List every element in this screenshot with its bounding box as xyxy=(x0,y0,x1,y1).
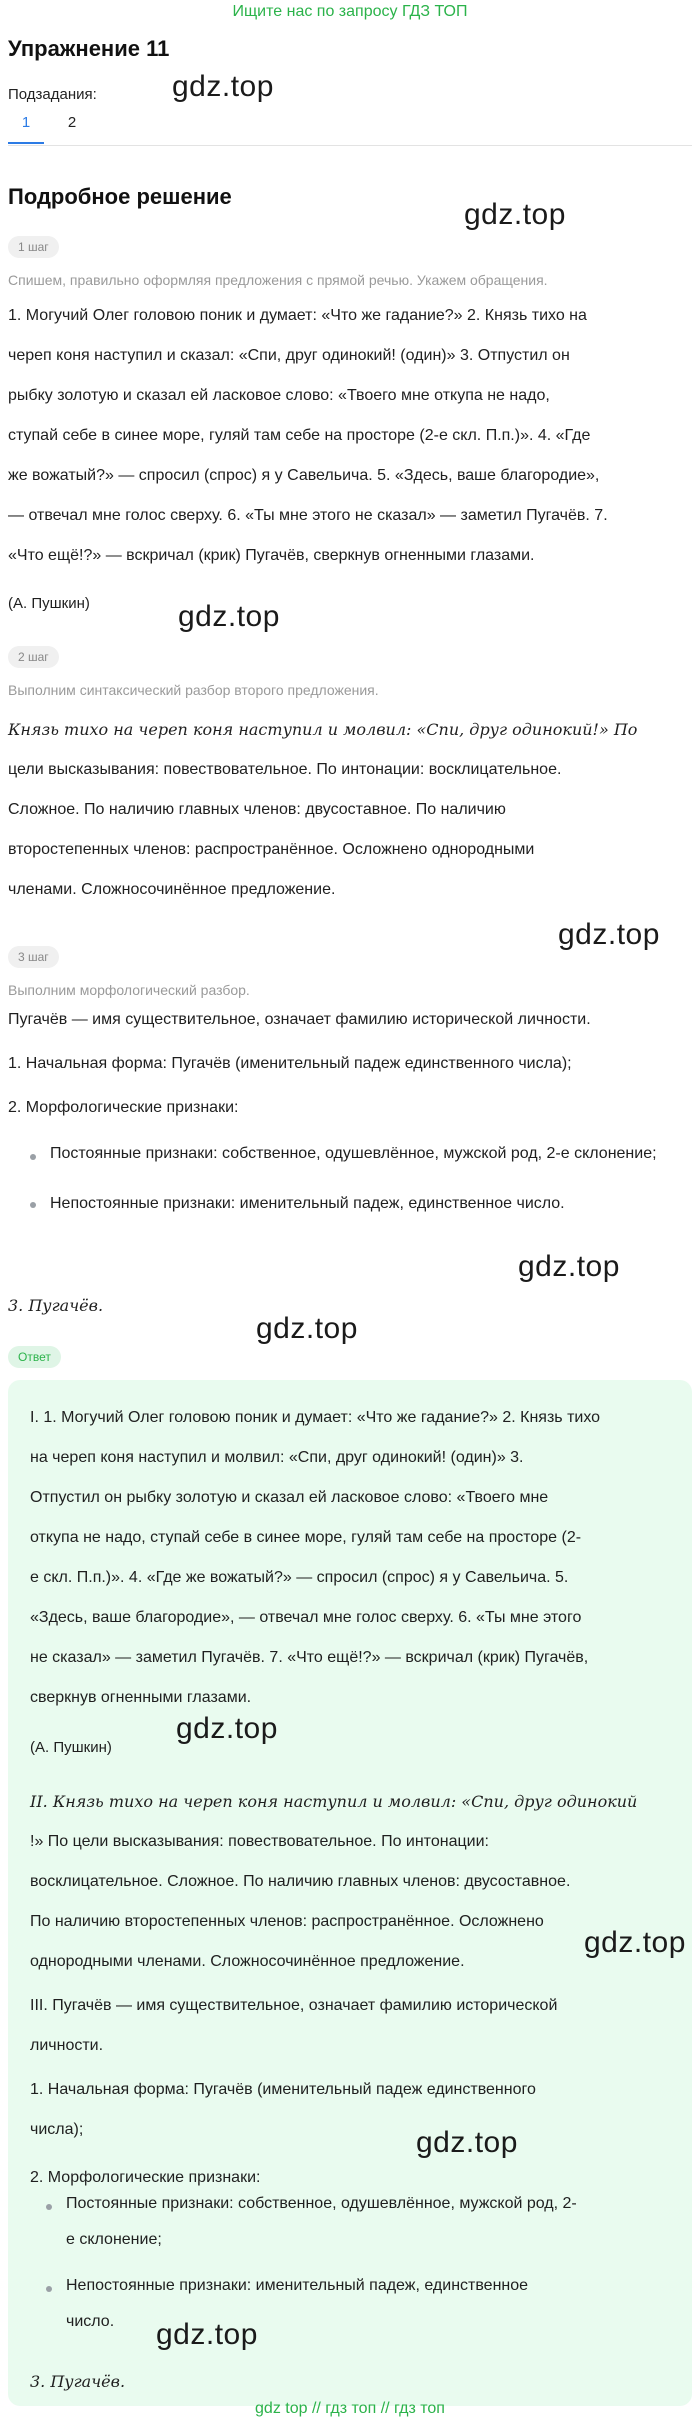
promo-banner[interactable] xyxy=(0,0,700,24)
step3-bullets xyxy=(30,1136,670,1224)
footer-links[interactable]: gdz top // гдз топ // гдз топ xyxy=(255,2400,445,2417)
watermark: gdz.top xyxy=(178,600,280,633)
answer-bullets xyxy=(46,2186,666,2340)
answer-part1 xyxy=(30,1398,680,2198)
watermark: gdz.top xyxy=(256,1312,358,1345)
text-line: рыбку золотую и сказал ей ласковое слово: «Твоего мне откупа не надо, xyxy=(8,387,550,404)
text-line: «Здесь, ваше благородие», — отвечал мне голос сверху. 6. «Ты мне этого xyxy=(30,1609,582,1626)
subtasks-label: Подзадания: xyxy=(8,86,97,103)
page-title: Упражнение 11 xyxy=(8,36,170,61)
syntax-parse-line: Князь тихо на череп коня наступил и молвил: «Спи, друг одинокий!» По xyxy=(8,720,638,739)
step-hint: Спишем, правильно оформляя предложения с прямой речью. Укажем обращения. xyxy=(8,272,548,288)
text-line: I. 1. Могучий Олег головою поник и думает: «Что же гадание?» 2. Князь тихо xyxy=(30,1409,601,1426)
watermark: gdz.top xyxy=(464,198,566,231)
watermark: gdz.top xyxy=(416,2126,518,2159)
step-badge: 2 шаг xyxy=(8,646,59,668)
answer-box xyxy=(8,1380,692,2406)
syntax-parse-line: II. Князь тихо на череп коня наступил и молвил: «Спи, друг одинокий xyxy=(30,1792,638,1811)
list-item: Непостоянные признаки: именительный падеж, единственное число. xyxy=(46,2268,666,2340)
text-line: 1. Начальная форма: Пугачёв (именительный падеж единственного числа); xyxy=(8,1055,572,1072)
author: (А. Пушкин) xyxy=(30,1739,112,1756)
text-line: ступай себе в синее море, гуляй там себе на просторе (2-е скл. П.п.)». 4. «Где xyxy=(8,427,591,444)
step1-text xyxy=(8,296,688,624)
text-line: не сказал» — заметил Пугачёв. 7. «Что ещё!?» — вскричал (крик) Пугачёв, xyxy=(30,1649,589,1666)
step2-text xyxy=(8,710,688,910)
list-item: Постоянные признаки: собственное, одушевлённое, мужской род, 2- е склонение; xyxy=(46,2186,666,2258)
text-line: Сложное. По наличию главных членов: двусоставное. По наличию xyxy=(8,801,506,818)
text-line: же вожатый?» — спросил (спрос) я у Савельича. 5. «Здесь, ваше благородие», xyxy=(8,467,600,484)
text-line: По наличию второстепенных членов: распространённое. Осложнено xyxy=(30,1913,544,1930)
watermark: gdz.top xyxy=(518,1250,620,1283)
step3-text xyxy=(8,1000,688,1128)
text-line: Отпустил он рыбку золотую и сказал ей ласковое слово: «Твоего мне xyxy=(30,1489,549,1506)
text-line: 2. Морфологические признаки: xyxy=(8,1099,239,1116)
watermark: gdz.top xyxy=(176,1712,278,1745)
text-line: однородными членами. Сложносочинённое предложение. xyxy=(30,1953,465,1970)
text-line: второстепенных членов: распространённое. Осложнено однородными xyxy=(8,841,535,858)
step-badge: 1 шаг xyxy=(8,236,59,258)
list-item: Непостоянные признаки: именительный падеж, единственное число. xyxy=(30,1184,670,1224)
text-line: череп коня наступил и сказал: «Спи, друг одинокий! (один)» 3. Отпустил он xyxy=(8,347,570,364)
text-line: на череп коня наступил и молвил: «Спи, друг одинокий! (один)» 3. xyxy=(30,1449,524,1466)
solution-title: Подробное решение xyxy=(8,184,232,209)
text-line: числа); xyxy=(30,2121,84,2138)
author: (А. Пушкин) xyxy=(8,595,90,612)
step3-final: 3. Пугачёв. xyxy=(8,1296,104,1315)
watermark: gdz.top xyxy=(558,918,660,951)
watermark: gdz.top xyxy=(584,1926,686,1959)
tab-subtask-1[interactable]: 1 xyxy=(8,114,44,144)
subtask-tabs xyxy=(8,110,692,146)
watermark: gdz.top xyxy=(156,2318,258,2351)
text-line: 1. Начальная форма: Пугачёв (именительный падеж единственного xyxy=(30,2081,536,2098)
answer-badge: Ответ xyxy=(8,1346,61,1368)
text-line: е скл. П.п.)». 4. «Где же вожатый?» — спросил (спрос) я у Савельича. 5. xyxy=(30,1569,569,1586)
text-line: членами. Сложносочинённое предложение. xyxy=(8,881,336,898)
tab-subtask-2[interactable]: 2 xyxy=(67,114,77,131)
watermark: gdz.top xyxy=(172,70,274,103)
text-line: III. Пугачёв — имя существительное, означает фамилию исторической xyxy=(30,1997,558,2014)
text-line: 2. Морфологические признаки: xyxy=(30,2169,261,2186)
text-line: откупа не надо, ступай себе в синее море, гуляй там себе на просторе (2- xyxy=(30,1529,582,1546)
step-badge: 3 шаг xyxy=(8,946,59,968)
text-line: !» По цели высказывания: повествовательное. По интонации: xyxy=(30,1833,489,1850)
text-line: Пугачёв — имя существительное, означает фамилию исторической личности. xyxy=(8,1011,591,1028)
text-line: личности. xyxy=(30,2037,104,2054)
answer-final: 3. Пугачёв. xyxy=(30,2372,126,2391)
step-hint: Выполним морфологический разбор. xyxy=(8,982,250,998)
promo-text[interactable]: Ищите нас по запросу ГДЗ ТОП xyxy=(232,3,468,20)
text-line: — отвечал мне голос сверху. 6. «Ты мне этого не сказал» — заметил Пугачёв. 7. xyxy=(8,507,608,524)
text-line: сверкнув огненными глазами. xyxy=(30,1689,252,1706)
text-line: «Что ещё!?» — вскричал (крик) Пугачёв, сверкнув огненными глазами. xyxy=(8,547,535,564)
list-item: Постоянные признаки: собственное, одушевлённое, мужской род, 2-е склонение; xyxy=(30,1136,670,1172)
text-line: 1. Могучий Олег головою поник и думает: «Что же гадание?» 2. Князь тихо на xyxy=(8,307,587,324)
text-line: восклицательное. Сложное. По наличию главных членов: двусоставное. xyxy=(30,1873,571,1890)
step-hint: Выполним синтаксический разбор второго предложения. xyxy=(8,682,379,698)
text-line: цели высказывания: повествовательное. По интонации: восклицательное. xyxy=(8,761,562,778)
